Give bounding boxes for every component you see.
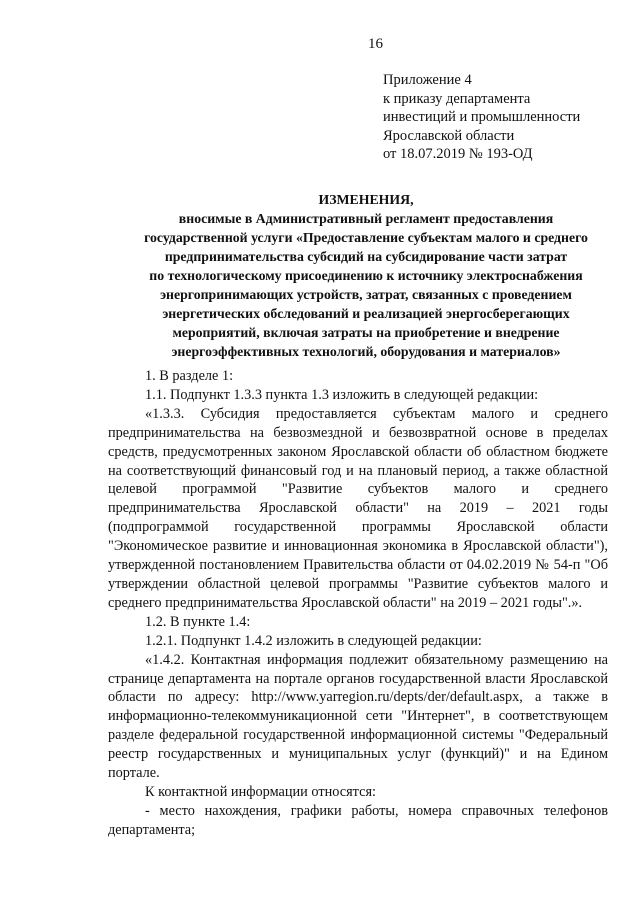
paragraph: «1.3.3. Субсидия предоставляется субъектам малого и среднего предпринимательства на безвозмездной и безвозвратной основе в пределах средств, предусмотренных законом Ярославской области об областном бюджете на соответствующий финансовый год и на плановый период, а также областной целевой программой "Развитие субъектов малого и среднего предпринимательства Ярославской области" на 2019 – 2021 годы (подпрограммой государственной программы Ярославской области "Экономическое развитие и инновационная экономика в Ярославской области"), утвержденной постановлением Правительства области от 04.02.2019 № 54-п "Об утверждении областной целевой программы "Развитие субъектов малого и среднего предпринимательства Ярославской области" на 2019 – 2021 годы".». — [108, 405, 608, 611]
annex-line: Ярославской области — [383, 127, 515, 144]
paragraph: 1.1. Подпункт 1.3.3 пункта 1.3 изложить в следующей редакции: — [145, 386, 539, 403]
paragraph: - место нахождения, графики работы, номера справочных телефонов департамента; — [108, 802, 608, 838]
document-title — [96, 190, 636, 361]
paragraph: 1. В разделе 1: — [145, 368, 234, 384]
annex-block — [383, 71, 580, 164]
annex-line: от 18.07.2019 № 193-ОД — [383, 146, 533, 163]
title-line: предпринимательства субсидий на субсидирование части затрат — [164, 249, 568, 264]
title-line: государственной услуги «Предоставление субъектам малого и среднего — [144, 230, 588, 245]
page-number: 16 — [368, 36, 383, 52]
annex-line: инвестиций и промышленности — [383, 109, 581, 126]
title-line: энергетических обследований и реализацией энергосберегающих — [162, 306, 570, 321]
title-line: вносимые в Административный регламент предоставления — [178, 211, 554, 226]
title-line: энергоэффективных технологий, оборудования и материалов» — [171, 344, 561, 359]
annex-line: к приказу департамента — [383, 90, 531, 107]
document-body — [108, 367, 608, 840]
paragraph: 1.2.1. Подпункт 1.4.2 изложить в следующей редакции: — [145, 632, 482, 649]
annex-line: Приложение 4 — [383, 72, 472, 88]
paragraph: К контактной информации относятся: — [145, 783, 376, 800]
title-heading: ИЗМЕНЕНИЯ, — [318, 192, 414, 207]
paragraph: «1.4.2. Контактная информация подлежит обязательному размещению на странице департамента на портале органов государственной власти Ярославской области по адресу: http://www.yarregion.ru/depts/der/default.aspx, а также в информационно-телекоммуникационной сети "Интернет", в соответствующем разделе федеральной государственной информационной системы "Федеральный реестр государственных и муниципальных услуг (функций)" и на Едином портале. — [108, 651, 608, 782]
title-line: мероприятий, включая затраты на приобретение и внедрение — [172, 325, 560, 340]
title-line: по технологическому присоединению к источнику электроснабжения — [149, 268, 583, 283]
paragraph: 1.2. В пункте 1.4: — [145, 613, 251, 630]
title-line: энергопринимающих устройств, затрат, связанных с проведением — [160, 287, 572, 302]
